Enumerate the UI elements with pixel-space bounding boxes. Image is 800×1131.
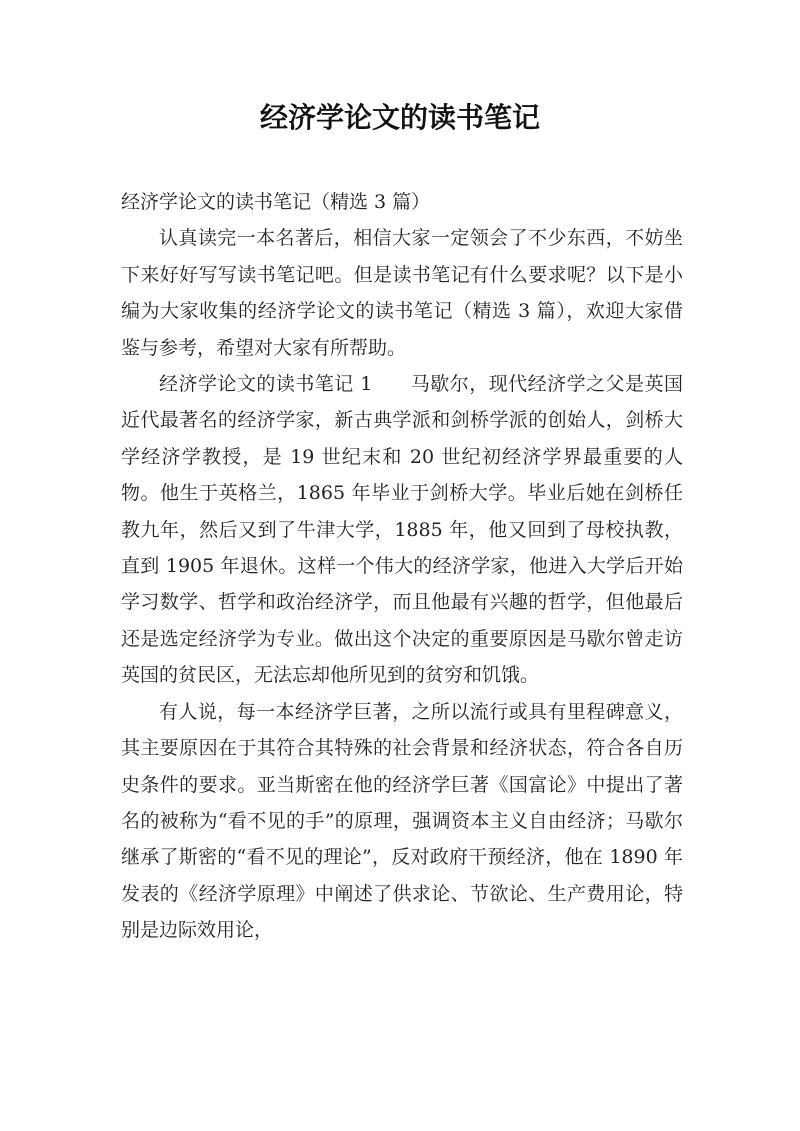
subtitle-paragraph: 经济学论文的读书笔记（精选 3 篇） [121, 191, 431, 213]
document-body [121, 184, 683, 949]
note1-heading: 经济学论文的读书笔记 1 [159, 373, 373, 396]
note1-body: 马歇尔，现代经济学之父是英国近代最著名的经济学家，新古典学派和剑桥学派的创始人，剑桥大学经济学教授，是 19 世纪末和 20 世纪初经济学界最重要的人物。他生于英格兰，1865 年毕业于剑桥大学。毕业后她在剑桥任教九年，然后又到了牛津大学，1885 年，他又回到了母校执教，直到 1905 年退休。这样一个伟大的经济学家，他进入大学后开始学习数学、哲学和政治经济学，而且他最有兴趣的哲学，但他最后还是选定经济学为专业。做出这个决定的重要原因是马歇尔曾走访英国的贫民区，无法忘却他所见到的贫穷和饥饿。 [121, 373, 683, 687]
note1-second-paragraph: 有人说，每一本经济学巨著，之所以流行或具有里程碑意义，其主要原因在于其符合其特殊的社会背景和经济状态，符合各自历史条件的要求。亚当斯密在他的经济学巨著《国富论》中提出了著名的被称为“看不见的手”的原理，强调资本主义自由经济；马歇尔继承了斯密的“看不见的理论”，反对政府干预经济，他在 1890 年发表的《经济学原理》中阐述了供求论、节欲论、生产费用论，特别是边际效用论， [121, 700, 683, 942]
note1-paragraph [121, 366, 683, 694]
document-title: 经济学论文的读书笔记 [259, 101, 540, 134]
intro-paragraph: 认真读完一本名著后，相信大家一定领会了不少东西，不妨坐下来好好写写读书笔记吧。但是读书笔记有什么要求呢？以下是小编为大家收集的经济学论文的读书笔记（精选 3 篇），欢迎大家借鉴与参考，希望对大家有所帮助。 [121, 227, 683, 359]
